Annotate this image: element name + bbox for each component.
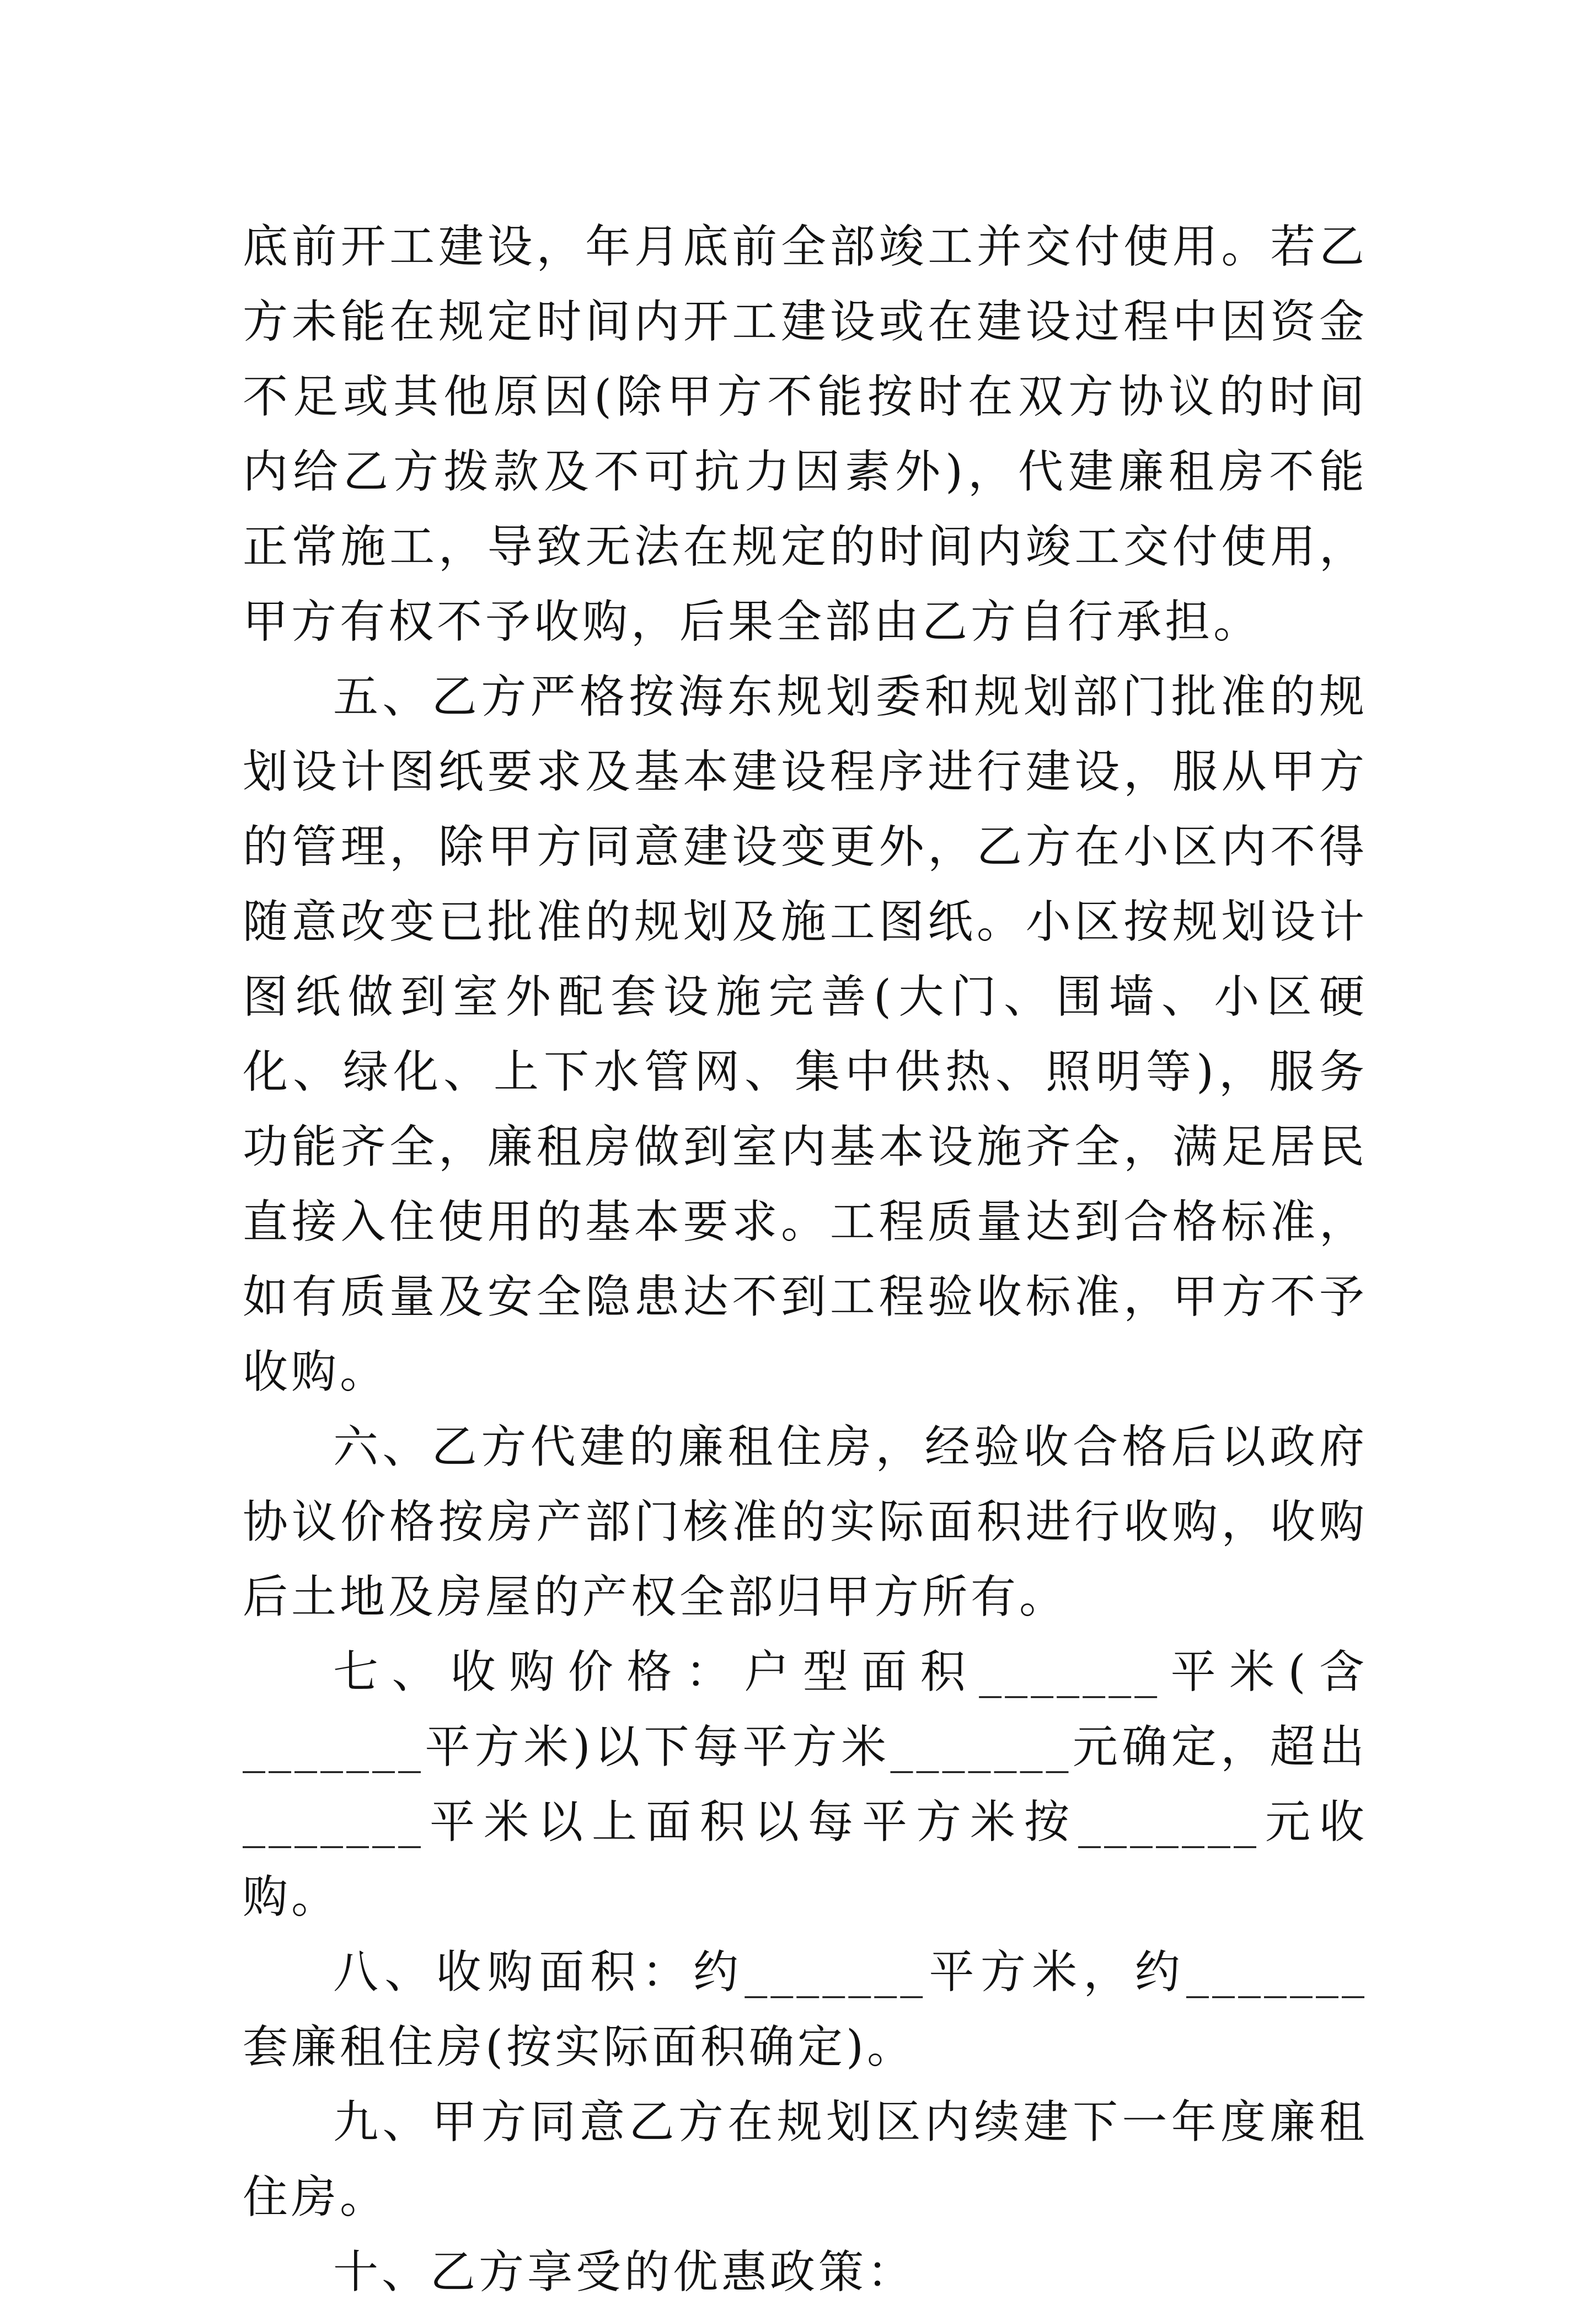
- paragraph-clause-8: 八、收购面积：约_______平方米，约_______套廉租住房(按实际面积确定)。: [243, 1946, 1368, 2073]
- paragraph-clause-6: 六、乙方代建的廉租住房，经验收合格后以政府协议价格按房产部门核准的实际面积进行收购，收购后土地及房屋的产权全部归甲方所有。: [243, 1421, 1368, 1623]
- paragraph-clause-5: 五、乙方严格按海东规划委和规划部门批准的规划设计图纸要求及基本建设程序进行建设，服从甲方的管理，除甲方同意建设变更外，乙方在小区内不得随意改变已批准的规划及施工图纸。小区按规划设计图纸做到室外配套设施完善(大门、围墙、小区硬化、绿化、上下水管网、集中供热、照明等)，服务功能齐全，廉租房做到室内基本设施齐全，满足居民直接入住使用的基本要求。工程质量达到合格标准，如有质量及安全隐患达不到工程验收标准，甲方不予收购。: [243, 671, 1368, 1398]
- paragraph-clause-10: 十、乙方享受的优惠政策：: [333, 2246, 916, 2298]
- paragraph-continuation: 底前开工建设，年月底前全部竣工并交付使用。若乙方未能在规定时间内开工建设或在建设过程中因资金不足或其他原因(除甲方不能按时在双方协议的时间内给乙方拨款及不可抗力因素外)，代建廉租房不能正常施工，导致无法在规定的时间内竣工交付使用，甲方有权不予收购，后果全部由乙方自行承担。: [243, 221, 1368, 648]
- paragraph-clause-7: 七、收购价格：户型面积_______平米(含_______平方米)以下每平方米_______元确定，超出_______平米以上面积以每平方米按_______元收购。: [243, 1646, 1368, 1923]
- document-body: [243, 210, 1368, 2310]
- paragraph-clause-9: 九、甲方同意乙方在规划区内续建下一年度廉租住房。: [243, 2096, 1368, 2223]
